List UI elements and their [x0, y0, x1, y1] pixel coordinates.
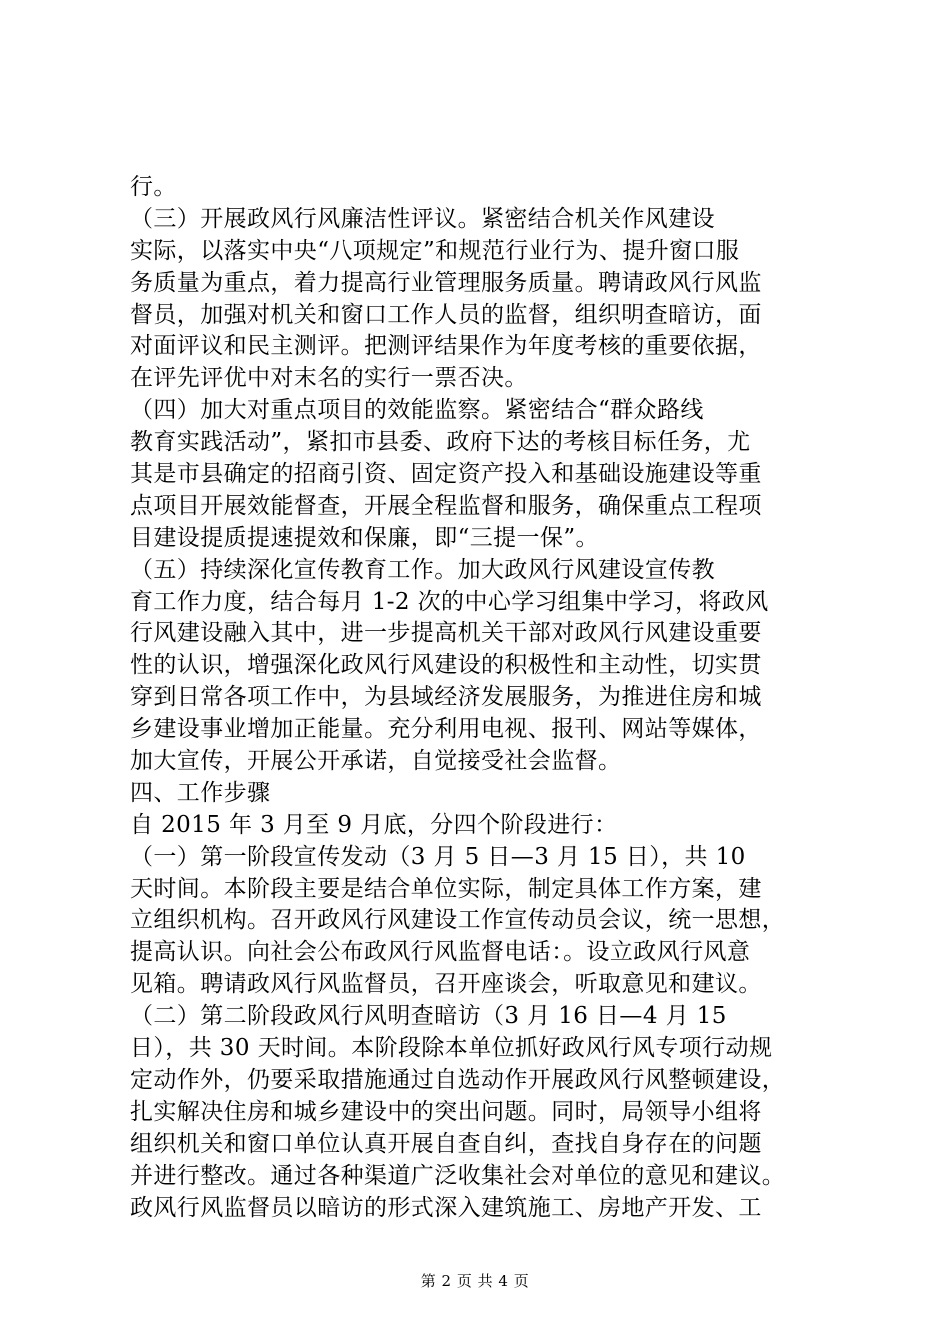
text-line: 育工作力度，结合每月 1-2 次的中心学习组集中学习，将政风 — [130, 588, 769, 615]
text-line: 并进行整改。通过各种渠道广泛收集社会对单位的意见和建议。 — [130, 1162, 786, 1189]
text-line: 行风建设融入其中，进一步提高机关干部对政风行风建设重要 — [130, 620, 762, 647]
text-line: 天时间。本阶段主要是结合单位实际，制定具体工作方案，建 — [130, 875, 762, 902]
text-line: （二）第二阶段政风行风明查暗访（3 月 16 日—4 月 15 — [130, 1003, 727, 1030]
text-line: 日），共 30 天时间。本阶段除本单位抓好政风行风专项行动规 — [130, 1035, 773, 1062]
text-line: 加大宣传，开展公开承诺，自觉接受社会监督。 — [130, 748, 622, 775]
text-line: 督员，加强对机关和窗口工作人员的监督，组织明查暗访，面 — [130, 301, 762, 328]
text-line: 点项目开展效能督查，开展全程监督和服务，确保重点工程项 — [130, 492, 762, 519]
text-line: 穿到日常各项工作中，为县域经济发展服务，为推进住房和城 — [130, 684, 762, 711]
text-line: （一）第一阶段宣传发动（3 月 5 日—3 月 15 日），共 10 — [130, 843, 746, 870]
text-line: 教育实践活动”，紧扣市县委、政府下达的考核目标任务，尤 — [130, 429, 751, 456]
section-heading: 四、工作步骤 — [130, 779, 271, 806]
text-line: 政风行风监督员以暗访的形式深入建筑施工、房地产开发、工 — [130, 1194, 762, 1221]
text-line: 行。 — [130, 174, 177, 200]
text-line: 在评先评优中对末名的实行一票否决。 — [130, 365, 528, 392]
text-line: 组织机关和窗口单位认真开展自查自纠，查找自身存在的问题 — [130, 1130, 762, 1157]
text-line: 见箱。聘请政风行风监督员，召开座谈会，听取意见和建议。 — [130, 971, 762, 998]
text-line: 目建设提质提速提效和保廉，即“三提一保”。 — [130, 524, 599, 551]
text-line: 性的认识，增强深化政风行风建设的积极性和主动性，切实贯 — [130, 652, 762, 679]
text-line: 自 2015 年 3 月至 9 月底，分四个阶段进行： — [130, 811, 618, 838]
text-line: 乡建设事业增加正能量。充分利用电视、报刊、网站等媒体， — [130, 716, 762, 743]
text-line: （五）持续深化宣传教育工作。加大政风行风建设宣传教 — [130, 556, 715, 583]
document-body — [130, 172, 830, 1224]
text-line: 实际，以落实中央“八项规定”和规范行业行为、提升窗口服 — [130, 237, 740, 264]
page-footer: 第 2 页 共 4 页 — [420, 1272, 530, 1290]
text-line: 定动作外，仍要采取措施通过自选动作开展政风行风整顿建设， — [130, 1066, 786, 1093]
text-line: 立组织机构。召开政风行风建设工作宣传动员会议，统一思想， — [130, 907, 786, 934]
text-line: 扎实解决住房和城乡建设中的突出问题。同时，局领导小组将 — [130, 1098, 762, 1125]
text-line: 对面评议和民主测评。把测评结果作为年度考核的重要依据， — [130, 333, 762, 360]
text-line: 务质量为重点，着力提高行业管理服务质量。聘请政风行风监 — [130, 269, 762, 296]
text-line: （三）开展政风行风廉洁性评议。紧密结合机关作风建设 — [130, 205, 715, 232]
text-line: 其是市县确定的招商引资、固定资产投入和基础设施建设等重 — [130, 461, 762, 488]
text-line: 提高认识。向社会公布政风行风监督电话：。设立政风行风意 — [130, 939, 751, 966]
text-line: （四）加大对重点项目的效能监察。紧密结合“群众路线 — [130, 397, 704, 424]
